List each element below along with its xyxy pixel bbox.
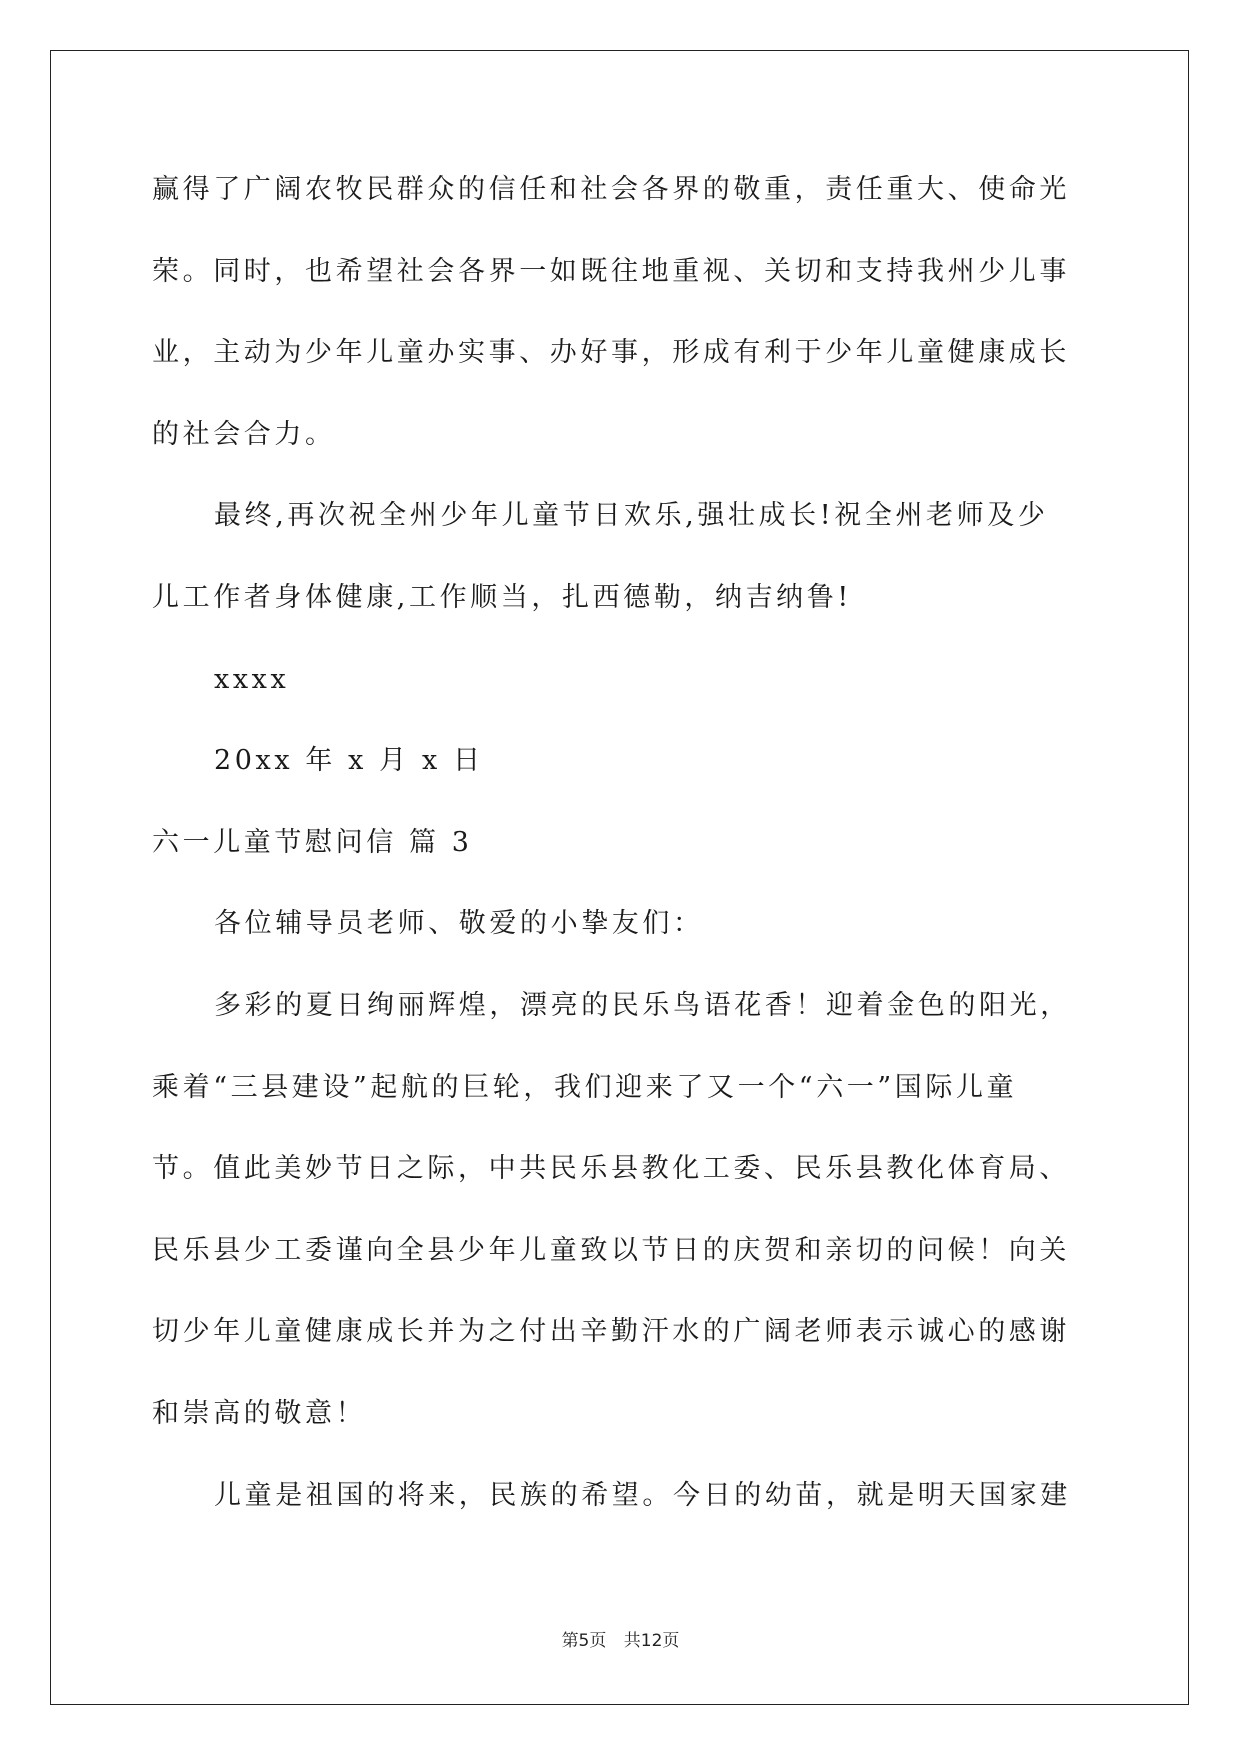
current-page-label: 第5页 <box>561 1631 607 1651</box>
text-line: 20xx 年 x 月 x 日 <box>214 745 484 777</box>
text-line: 和崇高的敬意！ <box>152 1397 367 1429</box>
text-line: 的社会合力。 <box>152 418 336 450</box>
text-line: 业，主动为少年儿童办实事、办好事，形成有利于少年儿童健康成长 <box>152 337 1070 369</box>
document-body <box>152 149 1112 1536</box>
page-footer <box>0 1626 1241 1651</box>
text-line: 各位辅导员老师、敬爱的小挚友们： <box>214 908 704 940</box>
text-line: 赢得了广阔农牧民群众的信任和社会各界的敬重，责任重大、使命光 <box>152 174 1070 205</box>
total-pages-label: 共12页 <box>623 1631 680 1651</box>
text-line: 六一儿童节慰问信 篇 3 <box>152 826 473 858</box>
text-line: 民乐县少工委谨向全县少年儿童致以节日的庆贺和亲切的问候！向关 <box>152 1234 1070 1266</box>
text-line: 最终,再次祝全州少年儿童节日欢乐,强壮成长!祝全州老师及少 <box>214 500 1049 532</box>
text-line: 多彩的夏日绚丽辉煌，漂亮的民乐鸟语花香！迎着金色的阳光， <box>214 989 1071 1021</box>
text-line: 乘着“三县建设”起航的巨轮，我们迎来了又一个“六一”国际儿童 <box>152 1071 1018 1103</box>
text-line: 儿童是祖国的将来，民族的希望。今日的幼苗，就是明天国家建 <box>214 1479 1071 1511</box>
text-line: 儿工作者身体健康,工作顺当，扎西德勒，纳吉纳鲁! <box>152 581 852 613</box>
text-line: xxxx <box>214 663 290 695</box>
text-line: 节。值此美妙节日之际，中共民乐县教化工委、民乐县教化体育局、 <box>152 1153 1070 1185</box>
text-line: 切少年儿童健康成长并为之付出辛勤汗水的广阔老师表示诚心的感谢 <box>152 1316 1070 1348</box>
text-line: 荣。同时，也希望社会各界一如既往地重视、关切和支持我州少儿事 <box>152 255 1070 287</box>
